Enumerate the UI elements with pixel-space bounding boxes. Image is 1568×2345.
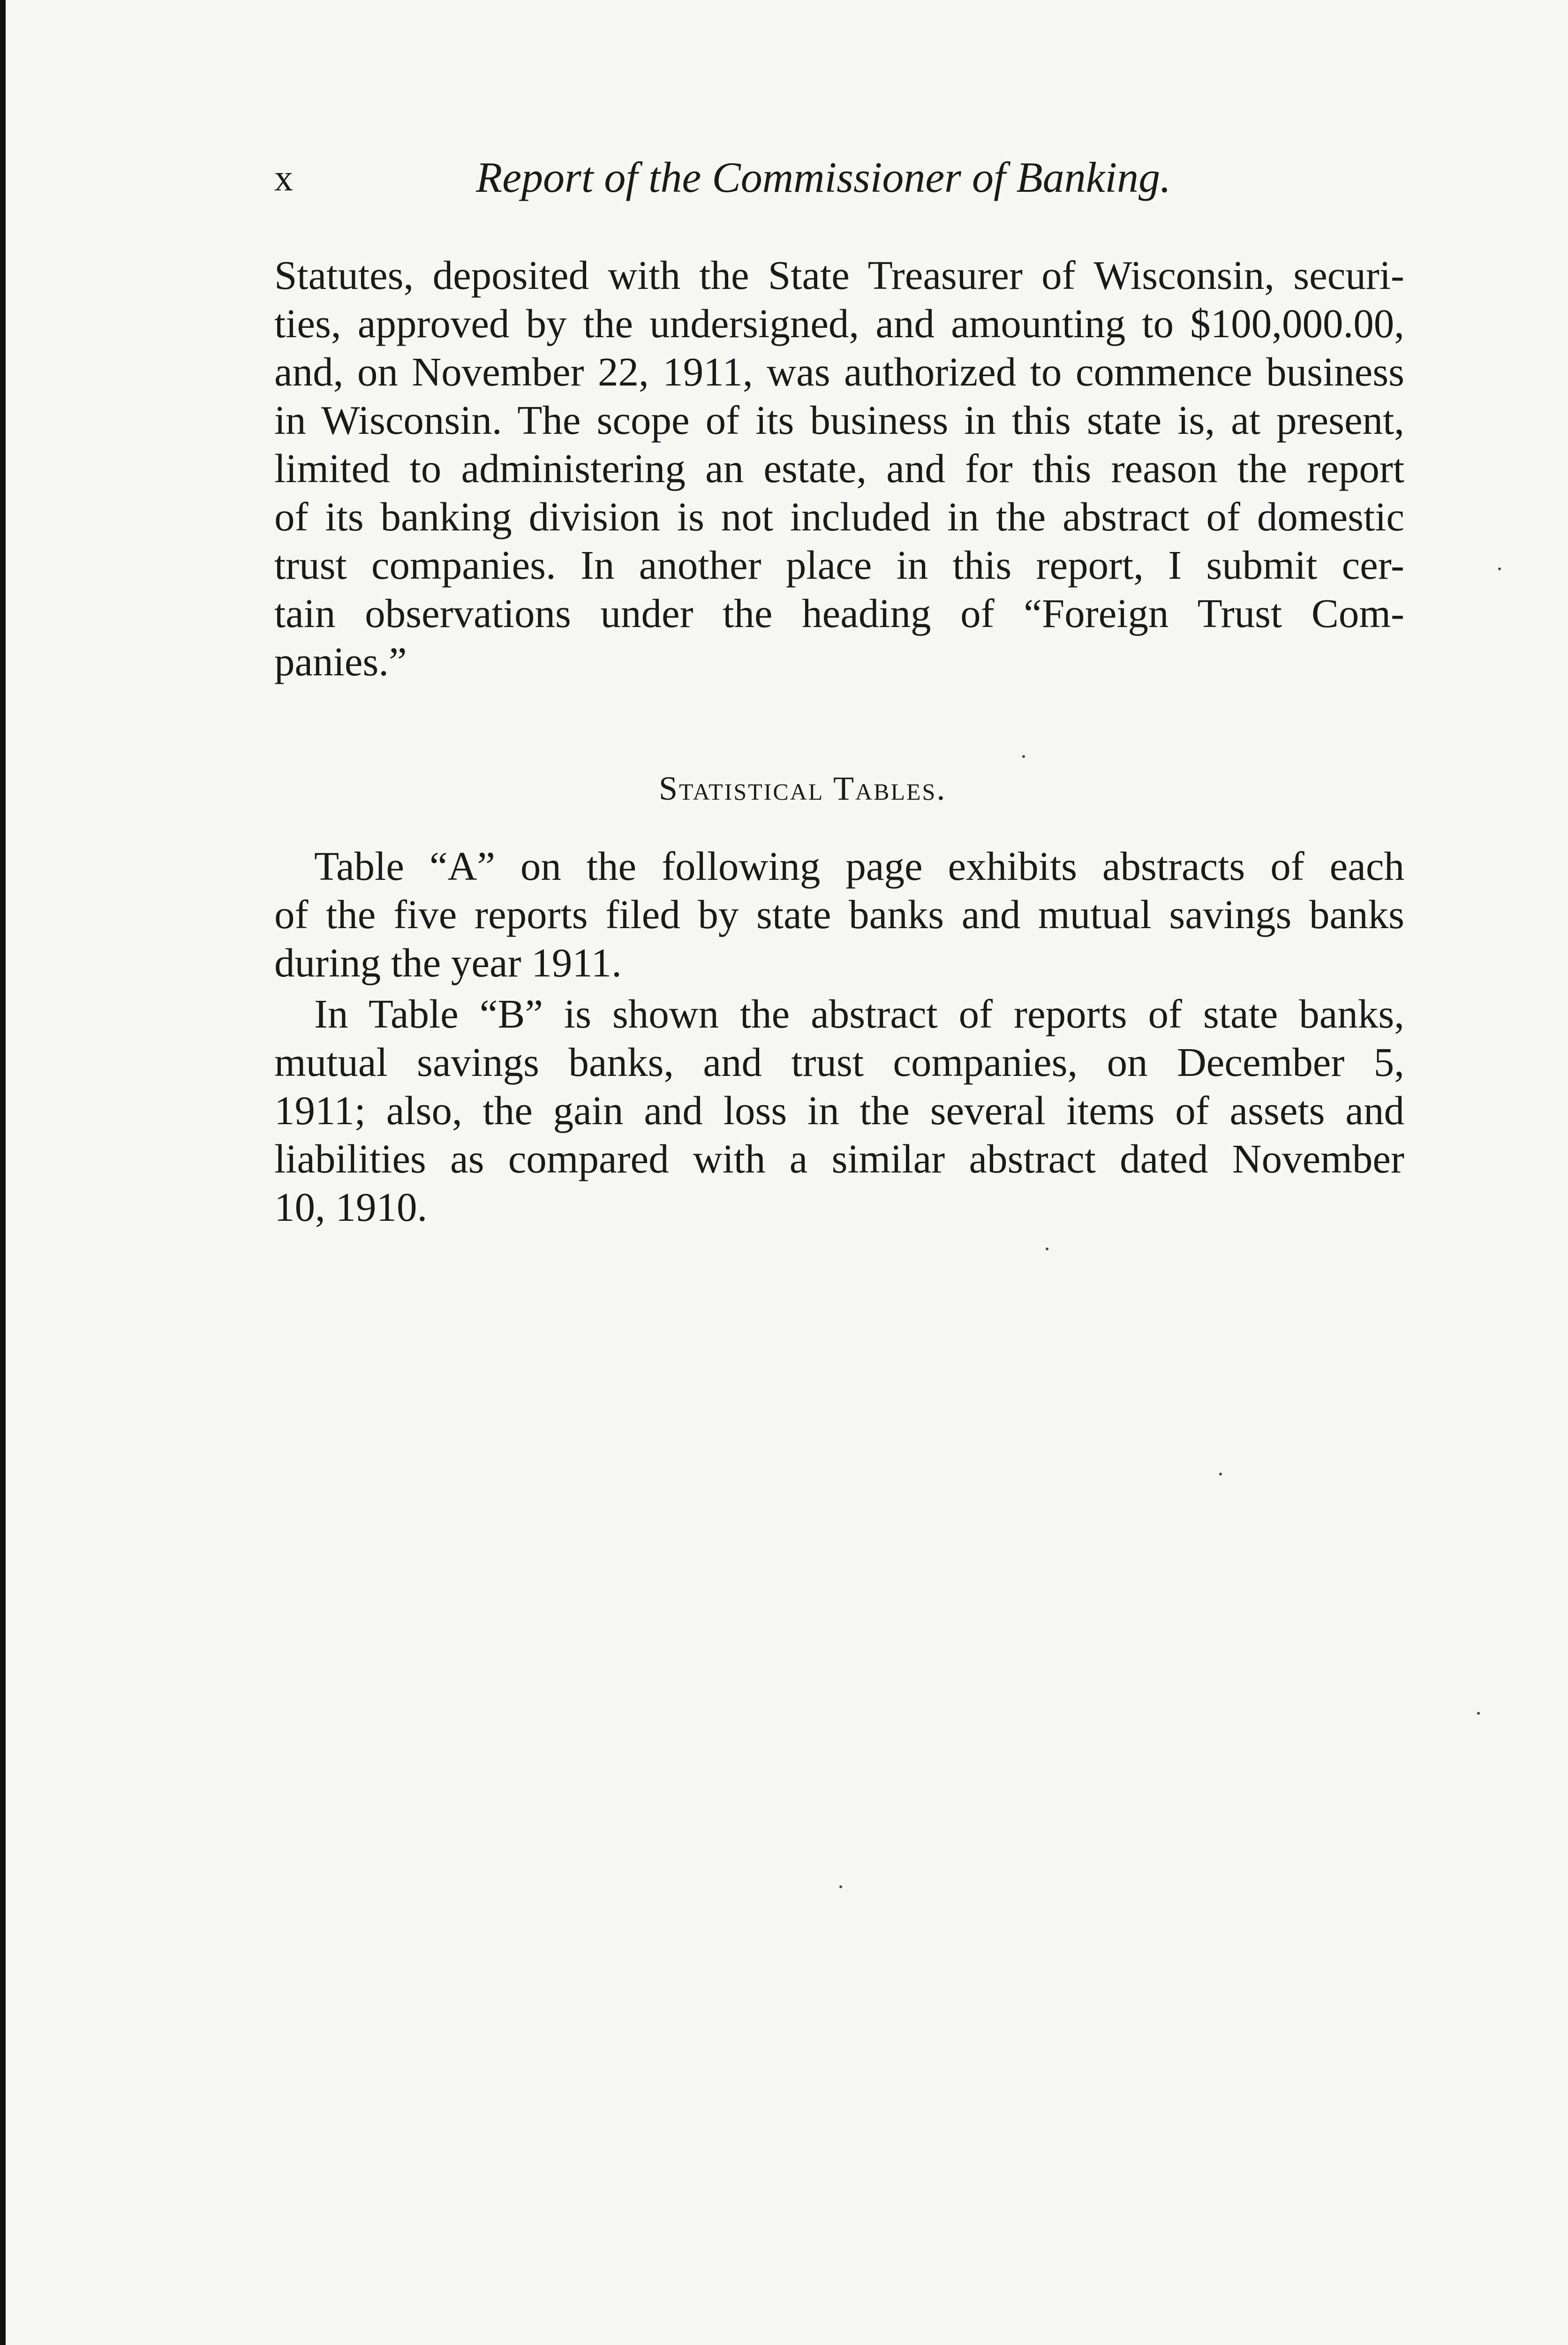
text-line: of the five reports filed by state banks and mutual savings banks xyxy=(274,892,1404,937)
scan-speck xyxy=(1219,1473,1222,1475)
page-left-border xyxy=(0,0,6,2345)
section-heading: Statistical Tables. xyxy=(659,770,947,807)
text-line: 1911; also, the gain and loss in the several items of assets and xyxy=(274,1088,1404,1133)
scan-speck xyxy=(1022,755,1025,758)
running-head-title: Report of the Commissioner of Banking. xyxy=(476,153,1171,201)
text-line: ties, approved by the undersigned, and amounting to $100,000.00, xyxy=(274,301,1404,346)
text-line: in Wisconsin. The scope of its business in this state is, at present, xyxy=(274,397,1404,443)
paragraph-foreign-trust xyxy=(274,251,1404,686)
text-line: tain observations under the heading of “Foreign Trust Com- xyxy=(274,590,1404,636)
text-line: Table “A” on the following page exhibits abstracts of each xyxy=(314,843,1404,889)
text-line: during the year 1911. xyxy=(274,940,622,985)
text-line: liabilities as compared with a similar abstract dated November xyxy=(274,1136,1404,1181)
text-line: of its banking division is not included in the abstract of domestic xyxy=(274,494,1404,539)
page-number: x xyxy=(274,158,294,199)
text-line: 10, 1910. xyxy=(274,1184,428,1230)
text-line: Statutes, deposited with the State Treasurer of Wisconsin, securi- xyxy=(274,252,1404,298)
text-line: trust companies. In another place in this report, I submit cer- xyxy=(274,542,1404,588)
text-line: mutual savings banks, and trust companies, on December 5, xyxy=(274,1039,1404,1085)
running-head xyxy=(274,152,1240,204)
text-line: In Table “B” is shown the abstract of reports of state banks, xyxy=(314,991,1404,1036)
text-line: and, on November 22, 1911, was authorized to commence business xyxy=(274,349,1404,394)
scan-speck xyxy=(1046,1248,1048,1250)
text-line: panies.” xyxy=(274,639,407,684)
scan-speck xyxy=(1498,567,1501,570)
paragraph-table-a xyxy=(274,842,1404,987)
text-line: limited to administering an estate, and for this reason the report xyxy=(274,446,1404,491)
scan-speck xyxy=(839,1885,842,1888)
paragraph-table-b xyxy=(274,990,1404,1231)
scan-speck xyxy=(1477,1712,1480,1715)
